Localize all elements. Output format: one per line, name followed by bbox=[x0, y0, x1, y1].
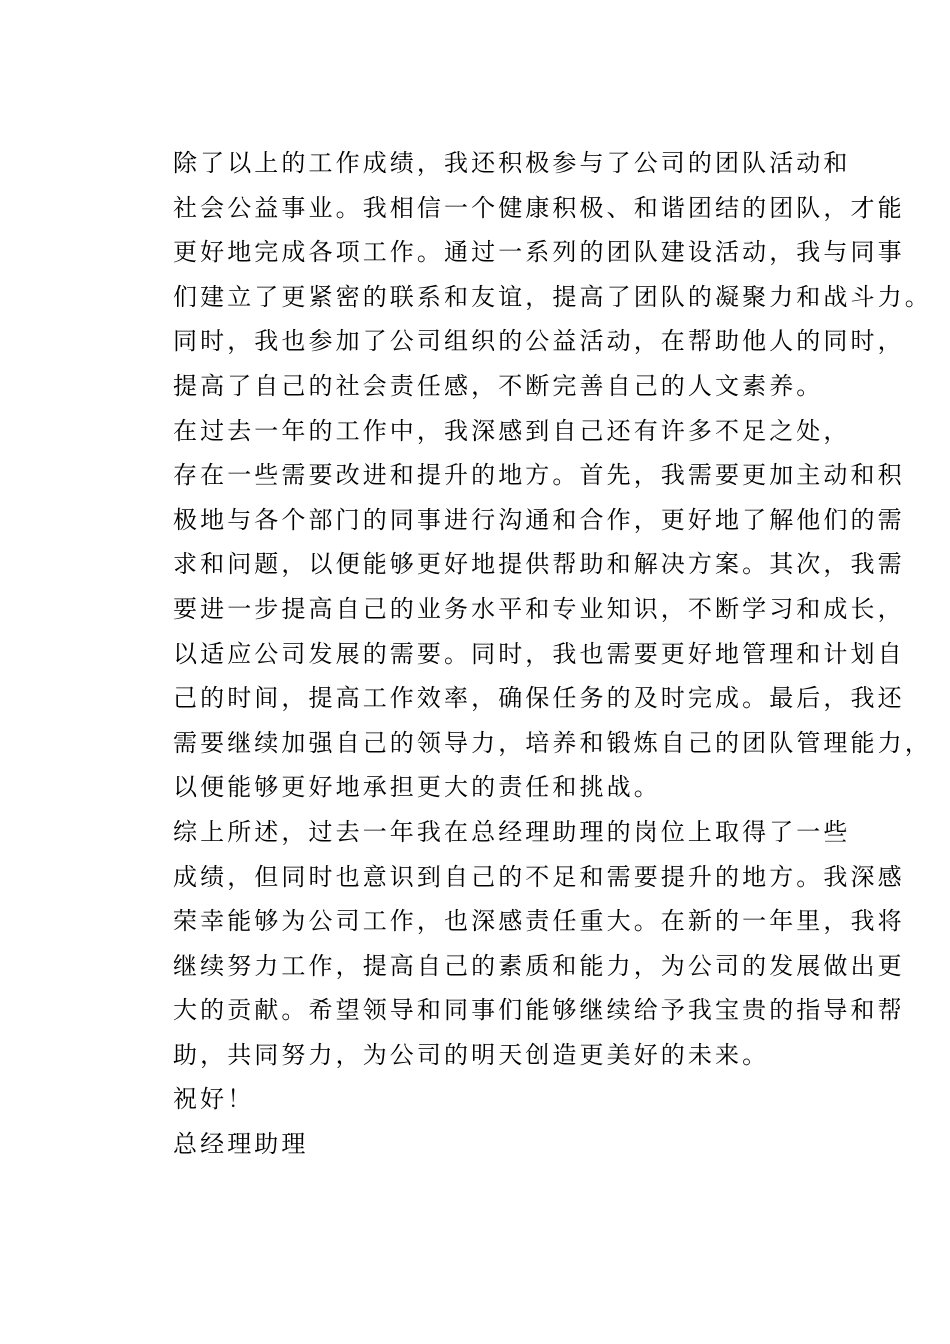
text-line: 社会公益事业。我相信一个健康积极、和谐团结的团队，才能 bbox=[173, 193, 905, 222]
text-line: 们建立了更紧密的联系和友谊，提高了团队的凝聚力和战斗力。 bbox=[173, 282, 932, 311]
text-line: 以适应公司发展的需要。同时，我也需要更好地管理和计划自 bbox=[173, 639, 905, 668]
closing-greeting: 祝好！ bbox=[173, 1085, 255, 1114]
text-line: 继续努力工作，提高自己的素质和能力，为公司的发展做出更 bbox=[173, 951, 905, 980]
text-line: 综上所述，过去一年我在总经理助理的岗位上取得了一些 bbox=[173, 817, 851, 846]
text-line: 需要继续加强自己的领导力，培养和锻炼自己的团队管理能力， bbox=[173, 728, 932, 757]
text-line: 己的时间，提高工作效率，确保任务的及时完成。最后，我还 bbox=[173, 684, 905, 713]
text-line: 除了以上的工作成绩，我还积极参与了公司的团队活动和 bbox=[173, 149, 851, 177]
text-line: 要进一步提高自己的业务水平和专业知识，不断学习和成长， bbox=[173, 594, 905, 623]
text-line: 在过去一年的工作中，我深感到自己还有许多不足之处， bbox=[173, 416, 851, 445]
text-line: 荣幸能够为公司工作，也深感责任重大。在新的一年里，我将 bbox=[173, 907, 905, 936]
text-line: 极地与各个部门的同事进行沟通和合作，更好地了解他们的需 bbox=[173, 505, 905, 534]
text-line: 以便能够更好地承担更大的责任和挑战。 bbox=[173, 773, 661, 802]
signature-title: 总经理助理 bbox=[173, 1130, 309, 1159]
text-line: 助，共同努力，为公司的明天创造更美好的未来。 bbox=[173, 1040, 770, 1069]
text-line: 大的贡献。希望领导和同事们能够继续给予我宝贵的指导和帮 bbox=[173, 996, 905, 1025]
text-line: 存在一些需要改进和提升的地方。首先，我需要更加主动和积 bbox=[173, 461, 905, 490]
text-line: 提高了自己的社会责任感，不断完善自己的人文素养。 bbox=[173, 371, 824, 400]
paragraph-improvements bbox=[119, 409, 932, 810]
paragraph-team-activities bbox=[119, 141, 932, 409]
document-body bbox=[119, 141, 932, 1167]
text-line: 更好地完成各项工作。通过一系列的团队建设活动，我与同事 bbox=[173, 238, 905, 267]
text-line: 求和问题，以便能够更好地提供帮助和解决方案。其次，我需 bbox=[173, 550, 905, 579]
text-line: 同时，我也参加了公司组织的公益活动，在帮助他人的同时， bbox=[173, 327, 905, 356]
text-line: 成绩，但同时也意识到自己的不足和需要提升的地方。我深感 bbox=[173, 862, 905, 891]
paragraph-summary bbox=[119, 810, 905, 1078]
